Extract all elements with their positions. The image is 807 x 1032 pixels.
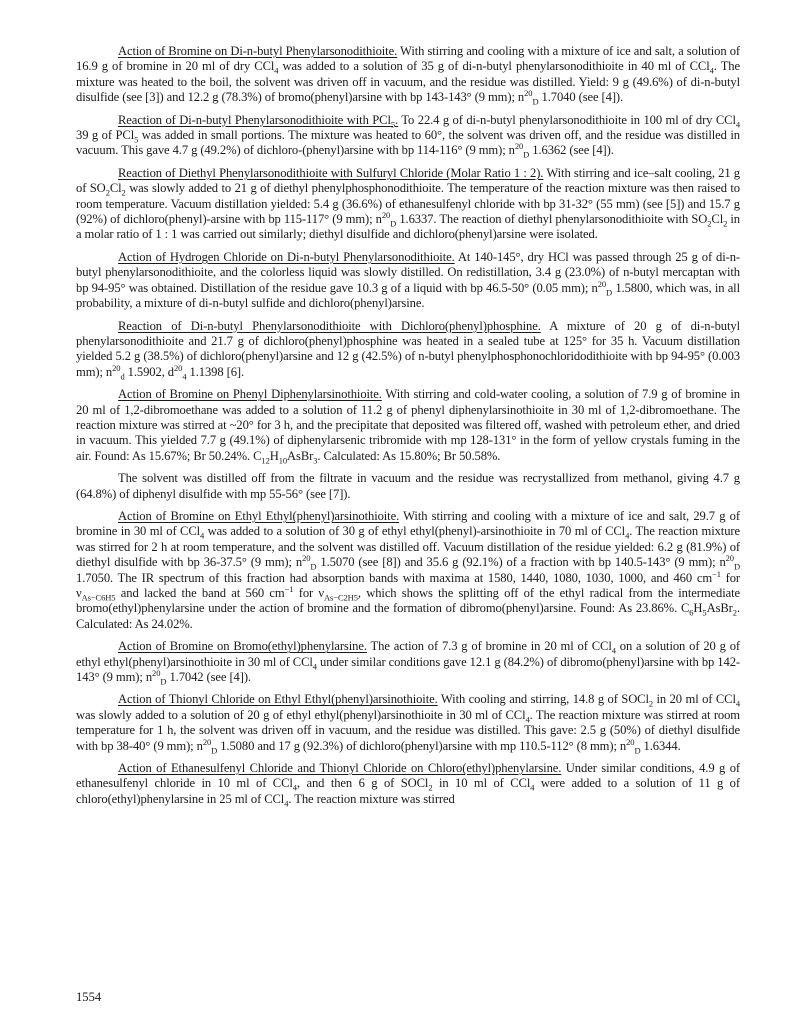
body-text: . Calculated: As 15.80%; Br 50.58%. xyxy=(317,448,501,463)
section-heading: Action of Hydrogen Chloride on Di-n-butyl Phenylarsonodithioite. xyxy=(118,249,455,264)
body-text: Cl xyxy=(711,212,724,227)
body-text: H xyxy=(269,448,279,463)
body-text: With stirring and ice–salt cooling, 21 g of SO xyxy=(76,165,740,196)
body-text: , which shows the splitting off of the ethyl radical from the intermediate bromo(ethyl)phenylarsine under the action of bromine and the formation of dibromo(phenyl)arsine. Found: As 23.86%. C xyxy=(76,586,740,616)
superscript: 20 xyxy=(514,141,524,152)
subscript: 12 xyxy=(261,455,270,466)
superscript: 20 xyxy=(725,553,734,563)
subscript: D xyxy=(390,218,397,229)
subscript: 4 xyxy=(182,371,187,382)
body-text: for ν xyxy=(76,570,740,600)
subscript: 4 xyxy=(525,714,530,725)
superscript: −1 xyxy=(712,568,721,579)
subscript: 2 xyxy=(428,782,433,793)
subscript: D xyxy=(532,96,539,107)
subscript: 4 xyxy=(292,782,297,793)
subscript: 4 xyxy=(611,645,616,656)
body-text: 1.6337. The reaction of diethyl phenylarsonodithioite with SO xyxy=(396,212,708,227)
subscript: 5 xyxy=(134,134,139,145)
subscript: 2 xyxy=(707,218,712,229)
section-heading: Action of Bromine on Ethyl Ethyl(phenyl)arsinothioite. xyxy=(118,508,400,523)
body-text: was added in small portions. The mixture was heated to 60°, the solvent was driven off, and the residue was distilled in vacuum. This gave 4.7 g (49.2%) of dichloro-(phenyl)arsine with bp 114-116° (9 mm); n xyxy=(76,128,740,158)
superscript: 20 xyxy=(524,88,533,99)
body-text: . Calculated: As 24.02%. xyxy=(76,601,740,631)
body-text: 1.6344. xyxy=(640,738,681,753)
paragraph xyxy=(76,44,740,106)
subscript: 6 xyxy=(689,607,694,618)
body-text: 1.1398 [6]. xyxy=(186,364,245,379)
body-text: With stirring and cold-water cooling, a solution of 7.9 g of bromine in 20 ml of 1,2-dibromoethane was added to a solution of 11.2 g of phenyl diphenylarsinothioite in 30 ml of 1,2-dibromoethane. The reaction mixture was stirred at ~20° for 3 h, and the precipitate that deposited was filtered off, washed with petroleum ether, and dried in vacuum. This yielded 7.7 g (49.1%) of diphenylarsenic tribromide with mp 128-131° in the form of yellow crystals fuming in the air. Found: As 15.67%; Br 50.24%. C xyxy=(76,387,740,463)
paragraph xyxy=(76,471,740,502)
subscript: 3 xyxy=(313,455,318,466)
superscript: 20 xyxy=(152,667,161,678)
section-heading: Action of Bromine on Phenyl Diphenylarsinothioite. xyxy=(118,387,382,402)
body-text: in a molar ratio of 1 : 1 was carried out similarly; diethyl disulfide and dichloro(phenyl)arsine were isolated. xyxy=(76,212,740,242)
subscript: 2 xyxy=(723,218,728,229)
section-heading: Action of Bromine on Di-n-butyl Phenylarsonodithioite. xyxy=(118,44,398,58)
body-text: . The reaction mixture was stirred for 2 h at room temperature, and the solvent was distilled off. Vacuum distillation of the residue yielded: 6.2 g (81.9%) of diethyl disulfide with bp 36-37.5° (9 mm); n xyxy=(76,524,740,570)
subscript: 4 xyxy=(274,65,279,76)
body-text: in 20 ml of CCl xyxy=(653,692,736,707)
superscript: −1 xyxy=(284,583,294,594)
superscript: 20 xyxy=(626,736,635,747)
paragraph xyxy=(76,509,740,632)
subscript: D xyxy=(634,745,641,756)
body-text: . The mixture was heated to the boil, the solvent was driven off in vacuum, and the residue was distilled. Yield: 9 g (49.6%) of di-n-butyl disulfide (see [3]) and 12.2 g (78.3%) of bromo(phenyl)arsine with bp 143-143° (9 mm); n xyxy=(76,59,740,105)
body-text: The solvent was distilled off from the filtrate in vacuum and the residue was recrystallized from methanol, giving 4.7 g (64.8%) of diphenyl disulfide with mp 55-56° (see [7]). xyxy=(76,471,740,501)
body-text: 1.7042 (see [4]). xyxy=(166,670,251,685)
section-heading: Reaction of Di-n-butyl Phenylarsonodithioite with PCl$_5$. xyxy=(118,112,399,130)
section-heading: Reaction of Diethyl Phenylarsonodithioite with Sulfuryl Chloride (Molar Ratio 1 : 2). xyxy=(118,165,544,180)
paragraph xyxy=(76,639,740,685)
subscript: As−C6H5 xyxy=(81,592,116,603)
superscript: 20 xyxy=(597,278,607,289)
subscript: D xyxy=(606,287,613,298)
subscript: 4 xyxy=(312,661,317,672)
subscript: 5 xyxy=(702,607,707,618)
body-text: AsBr xyxy=(287,448,314,463)
article-body xyxy=(76,44,740,814)
body-text: in 10 ml of CCl xyxy=(432,776,531,791)
subscript: As−C2H5 xyxy=(324,592,358,603)
subscript: 4 xyxy=(735,698,741,709)
subscript: 2 xyxy=(732,607,737,618)
superscript: 20 xyxy=(174,362,183,373)
body-text: A mixture of 20 g of di-n-butyl phenylarsonodithioite and 21.7 g of dichloro(phenyl)phosphine was heated in a sealed tube at 125° for 35 h. Vacuum distillation yielded 5.2 g (38.5%) of dichloro(phenyl)arsine and 12 g (42.5%) of n-butyl phenylphosphonochloridodithioite with bp 94-95° (0.003 mm); n xyxy=(76,318,740,379)
body-text: 1.6362 (see [4]). xyxy=(529,143,614,158)
subscript: D xyxy=(310,561,317,572)
subscript: 4 xyxy=(284,798,289,809)
superscript: 20 xyxy=(202,736,212,747)
paragraph xyxy=(76,692,740,754)
body-text: 1.5800, which was, in all probability, a mixture of di-n-butyl sulfide and dichloro(phenyl)arsine. xyxy=(76,280,740,311)
paragraph xyxy=(76,319,740,381)
body-text: With cooling and stirring, 14.8 g of SOCl xyxy=(437,692,649,707)
body-text: 39 g of PCl xyxy=(76,128,135,143)
body-text: for ν xyxy=(293,586,325,600)
body-text: 1.7040 (see [4]). xyxy=(538,90,624,105)
body-text: was added to a solution of 30 g of ethyl ethyl(phenyl)-arsinothioite in 70 ml of CCl xyxy=(204,524,626,539)
subscript: 2 xyxy=(121,187,126,198)
subscript: D xyxy=(211,745,218,756)
body-text: was slowly added to 21 g of diethyl phenylphosphonodithioite. The temperature of the reaction mixture was then raised to room temperature. Vacuum distillation yielded: 5.4 g (36.6%) of ethanesulfenyl chloride with bp 31-32° (55 mm) (see [5]) and 15.7 g (92%) of dichloro(phenyl)-arsine with bp 115-117° (9 mm); n xyxy=(76,181,741,227)
body-text: was added to a solution of 35 g of di-n-butyl phenylarsonodithioite in 40 ml of CCl xyxy=(278,59,710,74)
subscript: D xyxy=(733,561,741,572)
section-heading: Action of Thionyl Chloride on Ethyl Ethyl(phenyl)arsinothioite. xyxy=(118,692,438,707)
body-text: 1.5070 (see [8]) and 35.6 g (92.1%) of a fraction with bp 140.5-143° (9 mm); n xyxy=(316,555,726,570)
section-heading: Action of Bromine on Bromo(ethyl)phenylarsine. xyxy=(118,639,367,654)
body-text: and lacked the band at 560 cm xyxy=(115,586,285,600)
body-text: were added to a solution of 11 g of chloro(ethyl)phenylarsine in 25 ml of CCl xyxy=(76,776,740,806)
section-heading: Action of Ethanesulfenyl Chloride and Thionyl Chloride on Chloro(ethyl)phenylarsine. xyxy=(118,761,562,776)
body-text: 1.5902, d xyxy=(124,364,174,379)
body-text: . The reaction mixture was stirred at room temperature for 1 h, the solvent was driven off in vacuum, and the residue was distilled. This gave: 2.5 g (50%) of diethyl disulfide with bp 38-40° (9 mm); n xyxy=(76,707,741,753)
paragraph xyxy=(76,166,740,243)
body-text: Cl xyxy=(109,181,122,196)
subscript: 10 xyxy=(278,455,288,466)
subscript: 4 xyxy=(625,530,630,541)
body-text: 1.5080 and 17 g (92.3%) of dichloro(phenyl)arsine with mp 110.5-112° (8 mm); n xyxy=(217,738,627,753)
subscript: 4 xyxy=(709,65,714,76)
body-text: 1.7050. The IR spectrum of this fraction had absorption bands with maxima at 1580, 1440, 1080, 1030, 1000, and 460 cm xyxy=(76,570,713,585)
body-text: AsBr xyxy=(706,601,733,616)
paragraph xyxy=(76,250,740,312)
subscript: 2 xyxy=(105,187,110,198)
body-text: With stirring and cooling with a mixture of ice and salt, 29.7 g of bromine in 30 ml of CCl xyxy=(76,508,740,539)
body-text: was slowly added to a solution of 20 g of ethyl ethyl(phenyl)arsinothioite in 30 ml of CCl xyxy=(76,707,526,722)
subscript: d xyxy=(120,371,125,382)
subscript: 2 xyxy=(648,698,654,709)
body-text: With stirring and cooling with a mixture of ice and salt, a solution of 16.9 g of bromine in 20 ml of dry CCl xyxy=(76,44,740,74)
subscript: 4 xyxy=(530,782,535,793)
page-number: 1554 xyxy=(76,990,102,1004)
superscript: 20 xyxy=(302,553,311,563)
section-heading: Reaction of Di-n-butyl Phenylarsonodithioite with Dichloro(phenyl)phosphine. xyxy=(118,318,541,333)
subscript: 4 xyxy=(735,119,741,130)
superscript: 20 xyxy=(112,362,121,373)
body-text: under similar conditions gave 12.1 g (84.2%) of dibromo(phenyl)arsine with bp 142-143° (9 mm); n xyxy=(76,654,740,685)
subscript: D xyxy=(523,149,530,160)
superscript: 20 xyxy=(381,209,391,220)
body-text: Under similar conditions, 4.9 g of ethanesulfenyl chloride in 10 ml of CCl xyxy=(76,761,740,791)
body-text: . The reaction mixture was stirred xyxy=(288,791,455,806)
paragraph xyxy=(76,761,740,807)
body-text: H xyxy=(693,601,703,616)
paragraph xyxy=(76,387,740,464)
body-text: on a solution of 20 g of ethyl ethyl(phenyl)arsinothioite in 30 ml of CCl xyxy=(76,639,740,669)
body-text: The action of 7.3 g of bromine in 20 ml of CCl xyxy=(366,639,612,654)
subscript: D xyxy=(160,676,167,687)
paragraph xyxy=(76,113,740,159)
subscript: 4 xyxy=(200,530,205,541)
body-text: At 140-145°, dry HCl was passed through 25 g of di-n-butyl phenylarsonodithioite, and the colorless liquid was slowly distilled. On redistillation, 3.4 g (23.0%) of n-butyl mercaptan with bp 94-95° was obtained. Distillation of the residue gave 10.3 g of a liquid with bp 46.5-50° (0.05 mm); n xyxy=(76,249,740,295)
body-text: To 22.4 g of di-n-butyl phenylarsonodithioite in 100 ml of dry CCl xyxy=(398,112,736,127)
body-text: , and then 6 g of SOCl xyxy=(296,776,429,791)
